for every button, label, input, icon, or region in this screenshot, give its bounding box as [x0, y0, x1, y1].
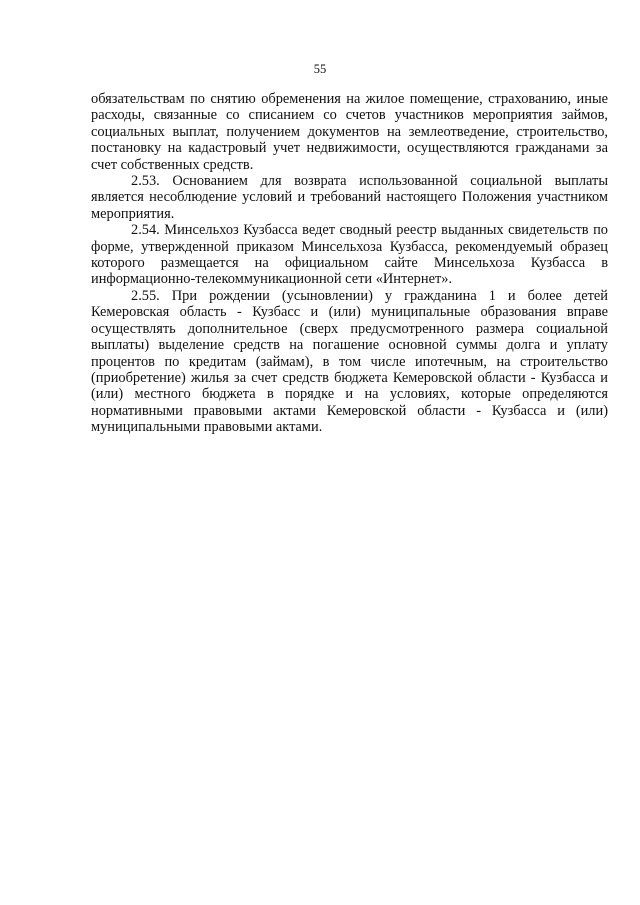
- paragraph-continuation: обязательствам по снятию обременения на жилое помещение, страхованию, иные расходы, связанные со списанием со счетов участников мероприятия займов, социальных выплат, получением документов на землеотведение, строительство, постановку на кадастровый учет недвижимости, осуществляются гражданами за счет собственных средств.: [91, 91, 608, 173]
- paragraph-clause-2-54: 2.54. Минсельхоз Кузбасса ведет сводный реестр выданных свидетельств по форме, утвержденной приказом Минсельхоза Кузбасса, рекомендуемый образец которого размещается на официальном сайте Минсельхоза Кузбасса в информационно-телекоммуникационной сети «Интернет».: [91, 222, 608, 288]
- paragraph-clause-2-53: 2.53. Основанием для возврата использованной социальной выплаты является несоблюдение условий и требований настоящего Положения участником мероприятия.: [91, 173, 608, 222]
- page-number: 55: [313, 62, 327, 76]
- paragraph-clause-2-55: 2.55. При рождении (усыновлении) у гражданина 1 и более детей Кемеровская область - Кузбасс и (или) муниципальные образования вправе осуществлять дополнительное (сверх предусмотренного размера социальной выплаты) выделение средств на погашение основной суммы долга и уплату процентов по кредитам (займам), в том числе ипотечным, на строительство (приобретение) жилья за счет средств бюджета Кемеровской области - Кузбасса и (или) местного бюджета в порядке и на условиях, которые определяются нормативными правовыми актами Кемеровской области - Кузбасса и (или) муниципальными правовыми актами.: [91, 287, 608, 436]
- document-body: [91, 91, 608, 436]
